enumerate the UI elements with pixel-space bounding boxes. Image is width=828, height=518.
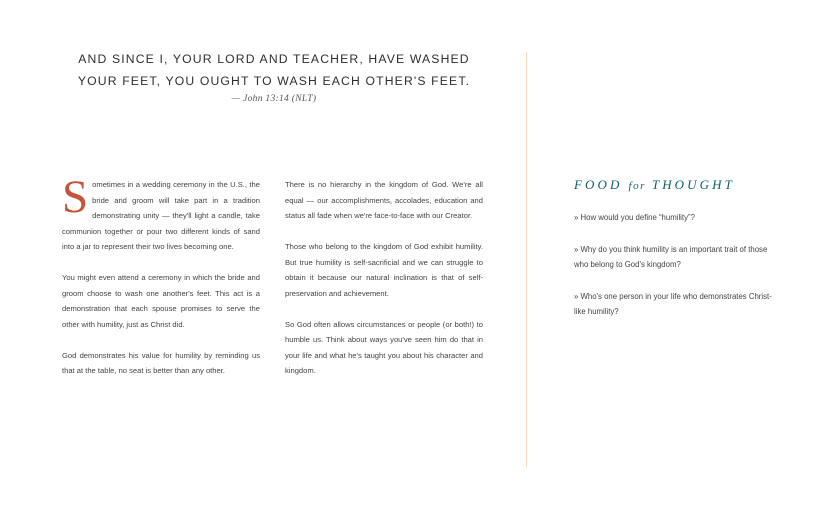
paragraph-text: ometimes in a wedding ceremony in the U.S., the bride and groom will take part in a tradition demonstrating unity — they'll light a candle, take communion together or pour two different kinds of sand into a jar to represent their two lives becoming one. (62, 180, 260, 251)
paragraph: You might even attend a ceremony in which the bride and groom choose to wash one another's feet. This act is a demonstration that each spouse promises to serve the other with humility, just as Christ did. (62, 273, 260, 329)
heading-word-thought: THOUGHT (651, 177, 735, 192)
column-divider (526, 52, 527, 467)
question-item: » Who's one person in your life who demonstrates Christ-like humility? (574, 291, 772, 316)
paragraph: There is no hierarchy in the kingdom of God. We're all equal — our accomplishments, accolades, education and status all fade when we're face-to-face with our Creator. (285, 180, 483, 220)
quote-reference: — John 13:14 (NLT) (231, 94, 317, 104)
food-for-thought-heading (574, 176, 735, 194)
question-list (574, 210, 774, 336)
paragraph: So God often allows circumstances or people (or both!) to humble us. Think about ways you've seen him do that in your life and what he's taught you about his character and kingdom. (285, 319, 483, 375)
quote-line-1: AND SINCE I, YOUR LORD AND TEACHER, HAVE WASHED (78, 52, 470, 66)
paragraph: God demonstrates his value for humility by reminding us that at the table, no seat is better than any other. (62, 350, 260, 375)
question-item: » How would you define “humility”? (574, 213, 695, 222)
question-item: » Why do you think humility is an important trait of those who belong to God's kingdom? (574, 244, 768, 269)
scripture-quote (64, 48, 484, 104)
drop-cap: S (62, 171, 89, 223)
heading-word-for: for (628, 180, 646, 192)
heading-word-food: FOOD (574, 177, 623, 192)
paragraph (62, 171, 260, 255)
body-column-left (62, 171, 260, 394)
body-column-right (285, 177, 483, 394)
paragraph: Those who belong to the kingdom of God exhibit humility. But true humility is self-sacrificial and we can struggle to obtain it because our natural inclination is that of self-preservation and achievement. (285, 242, 483, 298)
quote-line-2: YOUR FEET, YOU OUGHT TO WASH EACH OTHER'S FEET. (77, 74, 471, 88)
